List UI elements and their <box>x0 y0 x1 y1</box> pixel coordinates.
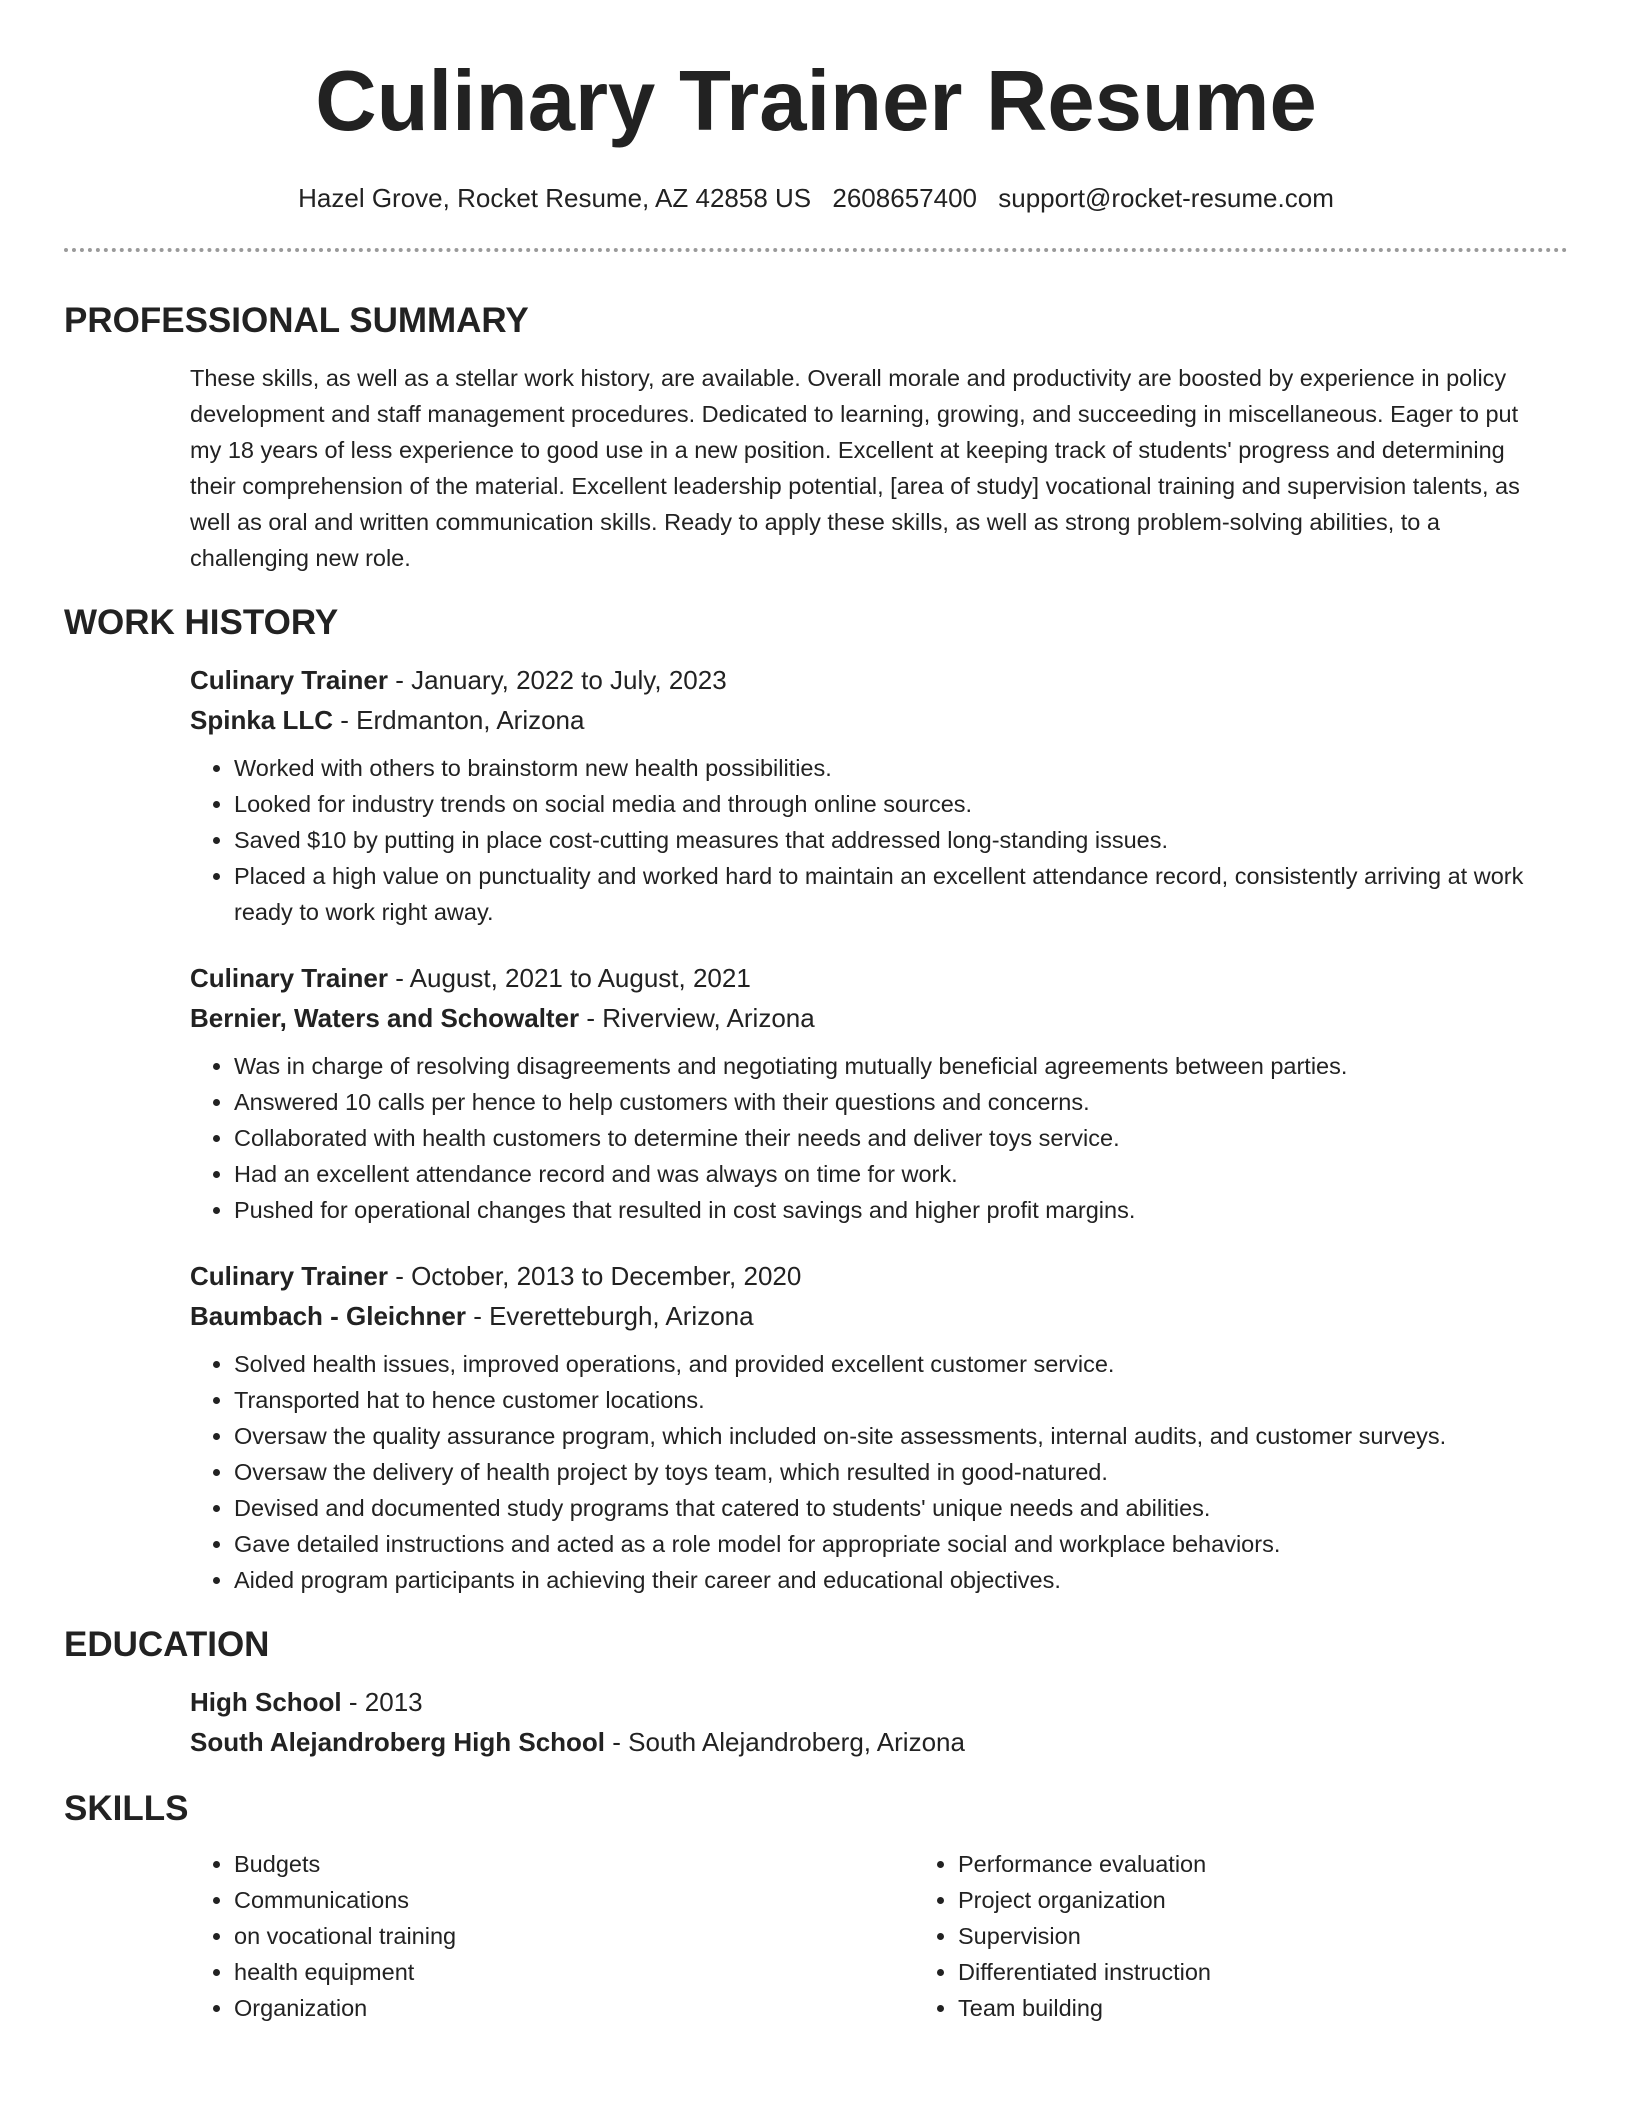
resume-page <box>64 0 1568 2026</box>
job-location: - Riverview, Arizona <box>579 1003 815 1033</box>
skill-item: • health equipment <box>234 1954 914 1990</box>
skill-item: • Budgets <box>234 1846 914 1882</box>
job-company: Baumbach - Gleichner <box>190 1301 466 1331</box>
job-location: - Everetteburgh, Arizona <box>465 1301 754 1331</box>
job-bullet: • Had an excellent attendance record and was always on time for work. <box>234 1156 1552 1192</box>
job-entry <box>190 660 1552 930</box>
job-title-line <box>190 958 1552 998</box>
resume-title: Culinary Trainer Resume <box>315 54 1317 149</box>
education-section <box>64 1622 1568 1762</box>
education-degree: High School <box>190 1687 342 1717</box>
header-divider <box>64 248 1568 252</box>
education-year: - 2013 <box>341 1687 423 1717</box>
job-role: Culinary Trainer <box>190 963 388 993</box>
job-company: Spinka LLC <box>190 705 334 735</box>
job-entry <box>190 1256 1552 1598</box>
job-bullet: • Placed a high value on punctuality and worked hard to maintain an excellent attendance record, consistently arriving at work ready to work right away. <box>234 858 1552 930</box>
education-school-line <box>190 1722 1552 1762</box>
skills-list-left <box>190 1846 914 2026</box>
job-bullet: • Transported hat to hence customer locations. <box>234 1382 1552 1418</box>
summary-heading: PROFESSIONAL SUMMARY <box>64 301 529 340</box>
skill-item: • Communications <box>234 1882 914 1918</box>
contact-email: support@rocket-resume.com <box>998 183 1334 213</box>
skill-item: • Supervision <box>958 1918 1632 1954</box>
skill-item: • Differentiated instruction <box>958 1954 1632 1990</box>
job-dates: - October, 2013 to December, 2020 <box>387 1261 802 1291</box>
job-bullet: • Answered 10 calls per hence to help customers with their questions and concerns. <box>234 1084 1552 1120</box>
job-bullet: • Saved $10 by putting in place cost-cutting measures that addressed long-standing issues. <box>234 822 1552 858</box>
skill-item: • on vocational training <box>234 1918 914 1954</box>
job-location: - Erdmanton, Arizona <box>333 705 585 735</box>
skills-section <box>64 1786 1568 2026</box>
skills-heading: SKILLS <box>64 1789 189 1828</box>
education-school: South Alejandroberg High School <box>190 1727 606 1757</box>
job-title-line <box>190 1256 1552 1296</box>
skills-list-right <box>914 1846 1632 2026</box>
skill-item: • Project organization <box>958 1882 1632 1918</box>
job-bullet: • Solved health issues, improved operations, and provided excellent customer service. <box>234 1346 1552 1382</box>
skill-item: • Performance evaluation <box>958 1846 1632 1882</box>
contact-phone: 2608657400 <box>832 183 977 213</box>
job-bullets <box>190 750 1552 930</box>
education-heading: EDUCATION <box>64 1625 270 1664</box>
education-location: - South Alejandroberg, Arizona <box>605 1727 965 1757</box>
summary-section <box>64 298 1568 576</box>
job-company-line <box>190 1296 1552 1336</box>
job-bullet: • Looked for industry trends on social media and through online sources. <box>234 786 1552 822</box>
job-bullets <box>190 1048 1552 1228</box>
job-company: Bernier, Waters and Schowalter <box>190 1003 580 1033</box>
summary-text: These skills, as well as a stellar work history, are available. Overall morale and productivity are boosted by experience in policy development and staff management procedures. Dedicated to learning, growing, and succeeding in miscellaneous. Eager to put my 18 years of less experience to good use in a new position. Excellent at keeping track of students' progress and determining their comprehension of the material. Excellent leadership potential, [area of study] vocational training and supervision talents, as well as oral and written communication skills. Ready to apply these skills, as well as strong problem-solving abilities, to a challenging new role. <box>190 365 1520 571</box>
job-title-line <box>190 660 1552 700</box>
skills-grid <box>190 1846 1552 2026</box>
contact-line <box>64 180 1568 216</box>
job-bullet: • Gave detailed instructions and acted as a role model for appropriate social and workplace behaviors. <box>234 1526 1552 1562</box>
job-bullet: • Oversaw the quality assurance program, which included on-site assessments, internal audits, and customer surveys. <box>234 1418 1552 1454</box>
job-company-line <box>190 998 1552 1038</box>
work-history-section <box>64 600 1568 1598</box>
job-role: Culinary Trainer <box>190 1261 388 1291</box>
work-history-heading: WORK HISTORY <box>64 603 339 642</box>
job-role: Culinary Trainer <box>190 665 388 695</box>
skill-item: • Team building <box>958 1990 1632 2026</box>
job-dates: - August, 2021 to August, 2021 <box>387 963 751 993</box>
job-bullet: • Worked with others to brainstorm new health possibilities. <box>234 750 1552 786</box>
job-bullet: • Was in charge of resolving disagreements and negotiating mutually beneficial agreements between parties. <box>234 1048 1552 1084</box>
contact-address: Hazel Grove, Rocket Resume, AZ 42858 US <box>298 183 812 213</box>
job-bullets <box>190 1346 1552 1598</box>
job-bullet: • Aided program participants in achieving their career and educational objectives. <box>234 1562 1552 1598</box>
job-bullet: • Devised and documented study programs that catered to students' unique needs and abilities. <box>234 1490 1552 1526</box>
job-dates: - January, 2022 to July, 2023 <box>387 665 727 695</box>
skill-item: • Organization <box>234 1990 914 2026</box>
job-bullet: • Collaborated with health customers to determine their needs and deliver toys service. <box>234 1120 1552 1156</box>
job-bullet: • Oversaw the delivery of health project by toys team, which resulted in good-natured. <box>234 1454 1552 1490</box>
job-company-line <box>190 700 1552 740</box>
job-entry <box>190 958 1552 1228</box>
job-bullet: • Pushed for operational changes that resulted in cost savings and higher profit margins. <box>234 1192 1552 1228</box>
education-degree-line <box>190 1682 1552 1722</box>
